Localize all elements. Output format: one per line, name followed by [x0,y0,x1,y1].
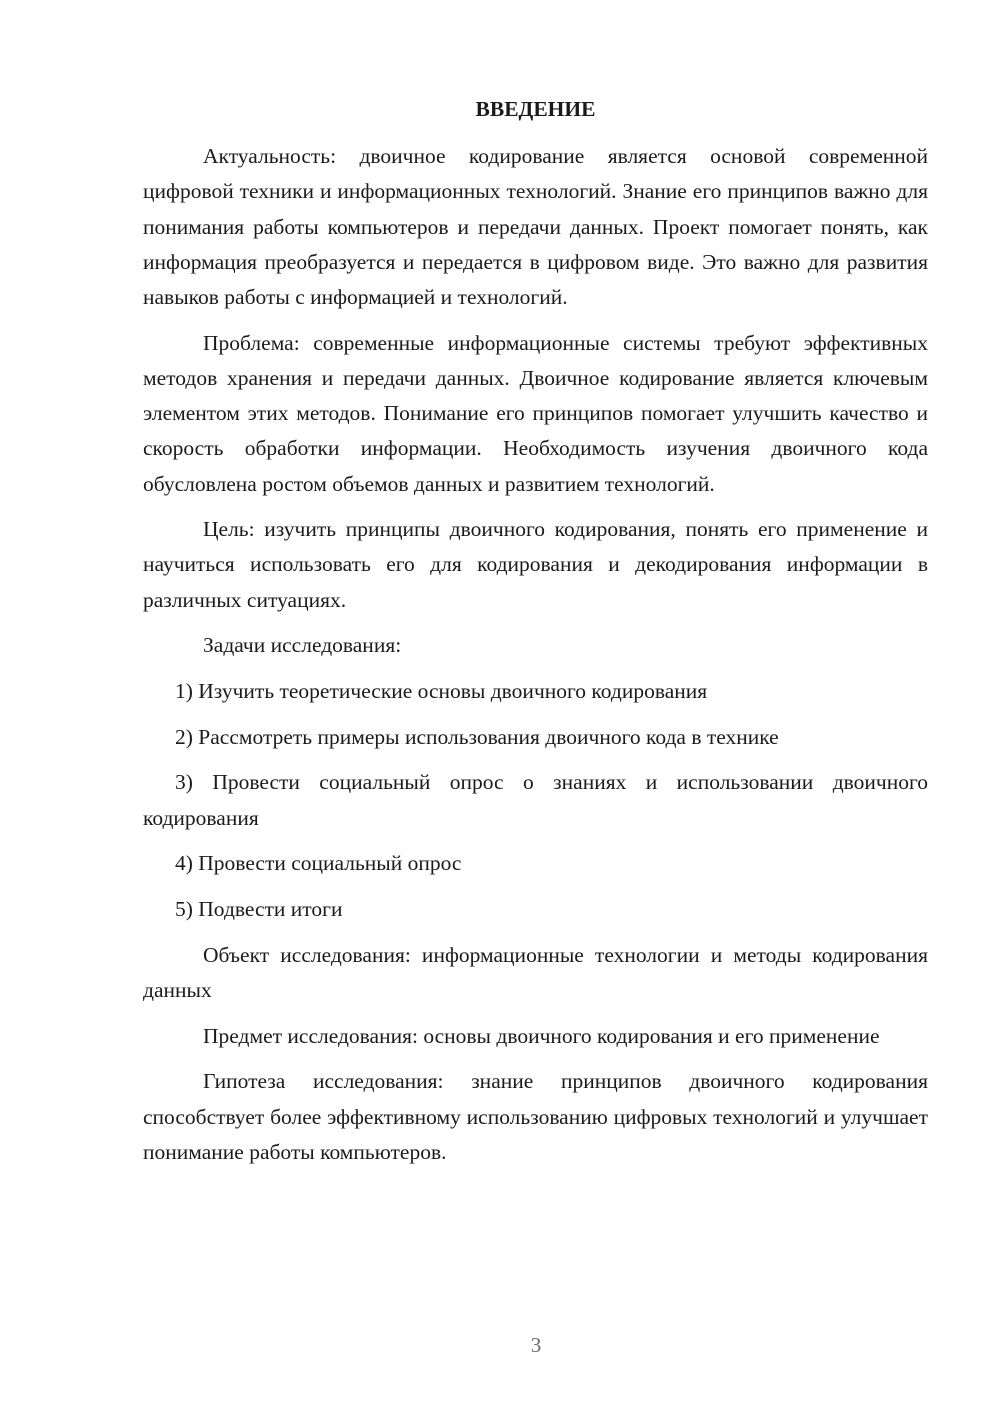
tasks-heading: Задачи исследования: [203,633,402,658]
hypothesis-paragraph: Гипотеза исследования: знание принципов двоичного кодирования способствует более эффективному использованию цифровых технологий и улучшает понимание работы компьютеров. [143,1069,928,1164]
object-paragraph: Объект исследования: информационные технологии и методы кодирования данных [143,942,928,1002]
page-number: 3 [530,1333,542,1357]
task-item: 1) Изучить теоретические основы двоичного кодирования [175,679,708,704]
section-title: ВВЕДЕНИЕ [475,97,596,121]
task-item: 4) Провести социальный опрос [175,851,462,876]
task-item: 5) Подвести итоги [175,897,343,922]
subject-paragraph: Предмет исследования: основы двоичного кодирования и его применение [203,1023,880,1048]
tasks-list [143,674,928,927]
actuality-paragraph: Актуальность: двоичное кодирование является основой современной цифровой техники и информационных технологий. Знание его принципов важно для понимания работы компьютеров и передачи данных. Проект помогает понять, как информация преобразуется и передается в цифровом виде. Это важно для развития навыков работы с информацией и технологий. [143,144,928,310]
task-item: 2) Рассмотреть примеры использования двоичного кода в технике [175,724,779,749]
document-page [143,92,928,1180]
goal-paragraph: Цель: изучить принципы двоичного кодирования, понять его применение и научиться использовать его для кодирования и декодирования информации в различных ситуациях. [143,517,928,612]
task-item: 3) Провести социальный опрос о знаниях и использовании двоичного кодирования [143,770,928,830]
problem-paragraph: Проблема: современные информационные системы требуют эффективных методов хранения и передачи данных. Двоичное кодирование является ключевым элементом этих методов. Понимание его принципов помогает улучшить качество и скорость обработки информации. Необходимость изучения двоичного кода обусловлена ростом объемов данных и развитием технологий. [143,330,928,496]
